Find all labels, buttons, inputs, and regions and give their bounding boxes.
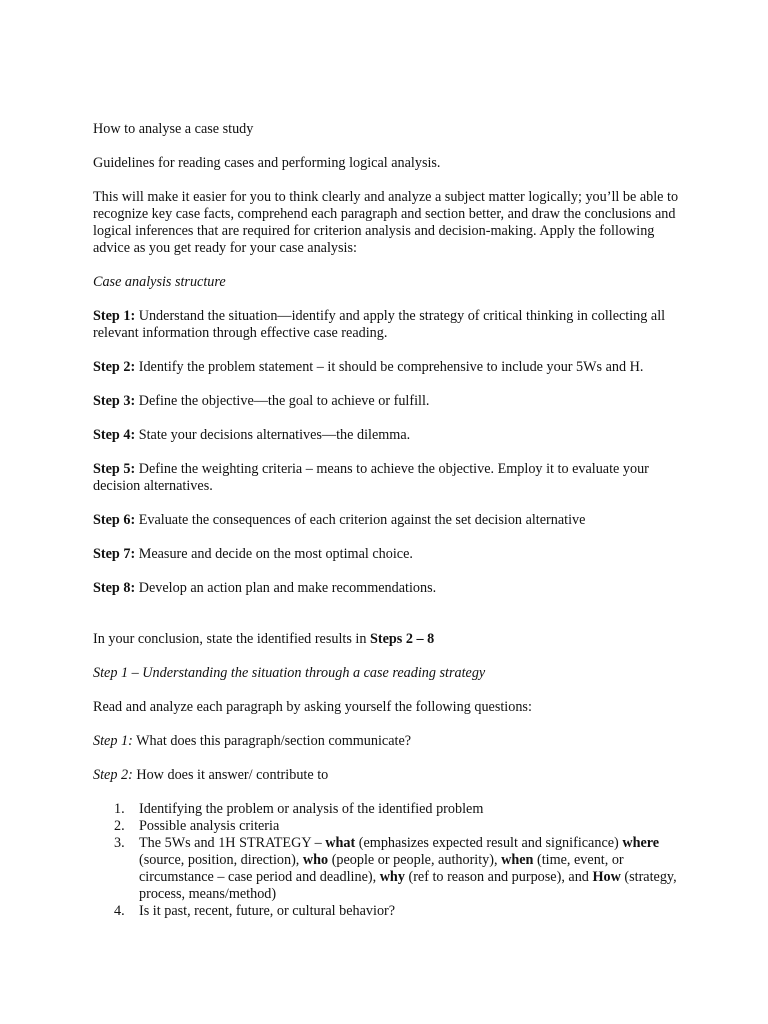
question-text: What does this paragraph/section communicate? (132, 733, 412, 749)
list-item (93, 801, 683, 818)
step-text: Evaluate the consequences of each criterion against the set decision alternative (135, 512, 586, 528)
step-paragraph (93, 359, 683, 376)
list-text: Possible analysis criteria (139, 818, 280, 834)
step-paragraph (93, 580, 683, 597)
step-label: Step 8: (93, 580, 136, 596)
list-bold: when (501, 852, 534, 868)
list-number: 1. (114, 801, 125, 817)
step-text: State your decisions alternatives—the dilemma. (135, 427, 411, 443)
list-bold: How (592, 869, 621, 885)
list-text: (strategy, process, means/method) (139, 869, 677, 902)
step-label: Step 7: (93, 546, 136, 562)
structure-heading: Case analysis structure (93, 274, 226, 290)
list-text: (time, event, or circumstance – case period and deadline), (139, 852, 624, 885)
list-text: Is it past, recent, future, or cultural behavior? (139, 903, 396, 919)
step-text: Define the weighting criteria – means to achieve the objective. Employ it to evaluate your decision alternatives. (93, 461, 649, 494)
step-label: Step 6: (93, 512, 136, 528)
list-number: 4. (114, 903, 125, 919)
spacer (93, 614, 683, 631)
question-label: Step 2: (93, 767, 133, 783)
section-intro: Read and analyze each paragraph by asking yourself the following questions: (93, 699, 532, 715)
list-bold: why (379, 869, 405, 885)
step-paragraph (93, 461, 683, 495)
intro-paragraph: This will make it easier for you to think clearly and analyze a subject matter logically; you’ll be able to recognize key case facts, comprehend each paragraph and section better, and draw the conclusions and logical inferences that are required for criterion analysis and decision-making. Apply the following advice as you get ready for your case analysis: (93, 189, 679, 256)
question-text: How does it answer/ contribute to (132, 767, 329, 783)
step-text: Identify the problem statement – it should be comprehensive to include your 5Ws and H. (135, 359, 644, 375)
step-label: Step 5: (93, 461, 136, 477)
question-paragraph (93, 733, 683, 750)
numbered-list (93, 801, 683, 920)
list-bold: what (325, 835, 356, 851)
list-item (93, 835, 683, 903)
conclusion-paragraph (93, 631, 683, 648)
list-text: (ref to reason and purpose), and (404, 869, 593, 885)
step-label: Step 3: (93, 393, 136, 409)
step-text: Develop an action plan and make recommendations. (135, 580, 437, 596)
step-label: Step 4: (93, 427, 136, 443)
document-page (93, 121, 683, 920)
step-paragraph (93, 393, 683, 410)
step-paragraph (93, 512, 683, 529)
question-label: Step 1: (93, 733, 133, 749)
conclusion-text: In your conclusion, state the identified results in (93, 631, 370, 647)
step-paragraph (93, 546, 683, 563)
step-paragraph (93, 427, 683, 444)
step-paragraph (93, 308, 683, 342)
step-label: Step 2: (93, 359, 136, 375)
step-text: Understand the situation—identify and apply the strategy of critical thinking in collecting all relevant information through effective case reading. (93, 308, 666, 341)
step-text: Measure and decide on the most optimal choice. (135, 546, 413, 562)
section-heading: Step 1 – Understanding the situation through a case reading strategy (93, 665, 486, 681)
list-number: 2. (114, 818, 125, 834)
list-item (93, 903, 683, 920)
list-text: The 5Ws and 1H STRATEGY – (139, 835, 326, 851)
list-bold: who (302, 852, 329, 868)
document-title: How to analyse a case study (93, 121, 254, 137)
list-number: 3. (114, 835, 125, 851)
step-text: Define the objective—the goal to achieve or fulfill. (135, 393, 430, 409)
document-subtitle: Guidelines for reading cases and performing logical analysis. (93, 155, 441, 171)
question-paragraph (93, 767, 683, 784)
conclusion-bold: Steps 2 – 8 (370, 631, 435, 647)
list-text: (people or people, authority), (328, 852, 502, 868)
list-text: (source, position, direction), (139, 852, 303, 868)
list-item (93, 818, 683, 835)
step-label: Step 1: (93, 308, 136, 324)
list-text: (emphasizes expected result and significance) (355, 835, 623, 851)
list-text: Identifying the problem or analysis of the identified problem (139, 801, 484, 817)
list-bold: where (622, 835, 660, 851)
